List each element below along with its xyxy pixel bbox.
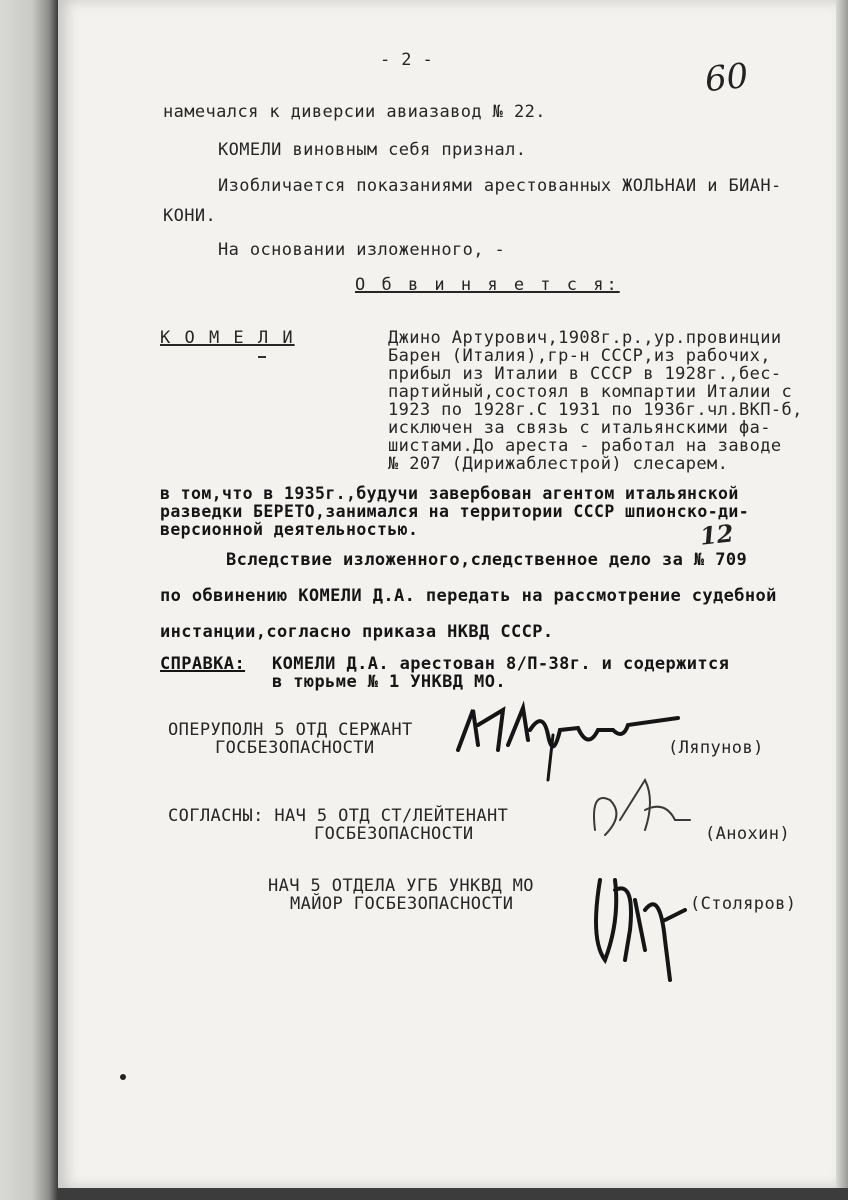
signer-title: МАЙОР ГОСБЕЗОПАСНОСТИ <box>290 894 514 914</box>
accused-detail-line: исключен за связь с итальянскими фа- <box>388 418 771 438</box>
decision-line: Вследствие изложенного,следственное дело за № 709 <box>226 550 748 570</box>
accused-detail-line: шистами.До ареста - работал на заводе <box>388 436 782 456</box>
charge-line: в том,что в 1935г.,будучи завербован агентом итальянской <box>160 484 739 503</box>
signer-title: ОПЕРУПОЛН 5 ОТД СЕРЖАНТ <box>168 720 413 740</box>
signature-anokhin <box>585 760 705 860</box>
reference-line-1: КОМЕЛИ Д.А. арестован 8/П-38г. и содержится <box>272 654 730 674</box>
accused-detail-line: партийный,состоял в компартии Италии с <box>388 382 793 402</box>
charge-line: версионной деятельностью. <box>160 520 419 539</box>
decision-line: инстанции,согласно приказа НКВД СССР. <box>160 622 554 642</box>
signature-stolyarov <box>585 850 695 990</box>
accused-detail-line: 1923 по 1928г.С 1931 по 1936г.чл.ВКП-б, <box>388 400 803 420</box>
body-line-1: намечался к диверсии авиазавод № 22. <box>163 102 546 122</box>
reference-label: СПРАВКА: <box>160 654 246 674</box>
ink-mark <box>258 356 266 358</box>
body-line-3: Изобличается показаниями арестованных ЖОЛЬНАИ и БИАН- <box>218 176 782 196</box>
signer-title: ГОСБЕЗОПАСНОСТИ <box>314 824 474 844</box>
body-line-5: На основании изложенного, - <box>218 240 506 260</box>
scan-right-edge <box>836 0 848 1200</box>
accused-detail-line: прибыл из Италии в СССР в 1928г.,бес- <box>388 364 782 384</box>
page-number: - 2 - <box>380 50 434 70</box>
signer-title: СОГЛАСНЫ: НАЧ 5 ОТД СТ/ЛЕЙТЕНАНТ <box>168 806 509 826</box>
signer-name: (Ляпунов) <box>668 738 764 758</box>
accused-detail-line: Барен (Италия),гр-н СССР,из рабочих, <box>388 346 771 366</box>
body-line-4: КОНИ. <box>163 206 217 226</box>
signer-name: (Анохин) <box>705 824 791 844</box>
folio-number: 60 <box>703 55 751 101</box>
accused-detail-line: № 207 (Дирижаблестрой) слесарем. <box>388 454 729 474</box>
reference-line-2: в тюрьме № 1 УНКВД МО. <box>272 672 506 692</box>
signer-title: ГОСБЕЗОПАСНОСТИ <box>215 738 375 758</box>
signer-name: (Столяров) <box>690 894 797 914</box>
ink-dot <box>120 1074 126 1080</box>
signer-title: НАЧ 5 ОТДЕЛА УГБ УНКВД МО <box>268 876 534 896</box>
accused-detail-line: Джино Артурович,1908г.р.,ур.провинции <box>388 328 782 348</box>
charge-line: разведки БЕРЕТО,занимался на территории СССР шпионско-ди- <box>160 502 750 521</box>
body-line-2: КОМЕЛИ виновным себя признал. <box>218 140 527 160</box>
handwritten-correction: 12 <box>698 518 735 551</box>
scan-left-shadow <box>0 0 58 1200</box>
accused-name: К О М Е Л И <box>160 328 295 348</box>
scan-bottom-edge <box>58 1188 848 1200</box>
decision-line: по обвинению КОМЕЛИ Д.А. передать на рассмотрение судебной <box>160 586 777 606</box>
section-heading: О б в и н я е т с я: <box>355 275 620 295</box>
